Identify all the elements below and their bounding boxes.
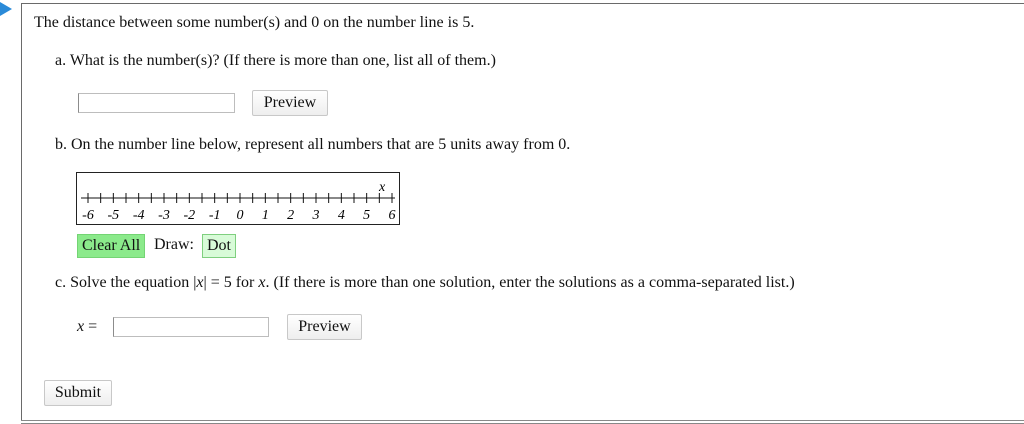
number-line-tick-label: 6 <box>388 208 396 223</box>
abs-close: | <box>203 274 207 291</box>
part-c-preview-button[interactable]: Preview <box>287 314 362 340</box>
part-c-label <box>55 274 795 292</box>
number-line-tick-label: 3 <box>312 208 320 223</box>
axis-variable-label: x <box>379 180 386 195</box>
x-equals-label <box>77 318 97 336</box>
x-var-label: x <box>77 318 85 335</box>
var-x-2: x <box>258 274 266 291</box>
draw-label: Draw: <box>154 236 194 253</box>
equals-sign: = <box>84 318 98 335</box>
abs-open: | <box>193 274 197 291</box>
number-line-tick-label: 2 <box>287 208 295 223</box>
number-line-tick-label: -1 <box>208 208 221 223</box>
number-line-tick-label: -4 <box>132 208 145 223</box>
part-c-suffix: . (If there is more than one solution, enter the solutions as a comma-separated list.) <box>265 274 795 291</box>
number-line-tick-label: 1 <box>261 208 269 223</box>
part-c-prefix: c. Solve the equation <box>55 274 194 291</box>
equals-five: = 5 for <box>206 274 259 291</box>
number-line-graph[interactable] <box>76 172 400 225</box>
part-b-label: b. On the number line below, represent all numbers that are 5 units away from 0. <box>55 136 571 153</box>
part-a-preview-button[interactable]: Preview <box>252 90 328 116</box>
number-line-tick-label: 5 <box>363 208 371 223</box>
number-line-tick-label: -2 <box>183 208 196 223</box>
number-line-tick-label: -6 <box>82 208 94 223</box>
part-a-label: a. What is the number(s)? (If there is more than one, list all of them.) <box>55 52 496 69</box>
dot-tool-button[interactable]: Dot <box>202 234 236 258</box>
part-c-answer-input[interactable] <box>113 317 269 337</box>
number-line-tick-label: -3 <box>158 208 170 223</box>
bottom-divider <box>21 420 1024 424</box>
var-x: x <box>196 274 204 291</box>
play-icon[interactable] <box>0 2 12 16</box>
clear-all-button[interactable]: Clear All <box>77 234 145 258</box>
question-prompt: The distance between some number(s) and 0 on the number line is 5. <box>34 14 475 31</box>
submit-button[interactable]: Submit <box>44 380 112 406</box>
number-line-tick-label: 0 <box>236 208 244 223</box>
number-line-svg[interactable] <box>77 173 399 224</box>
part-a-answer-input[interactable] <box>78 93 235 113</box>
number-line-tick-label: -5 <box>107 208 120 223</box>
number-line-tick-label: 4 <box>337 208 345 223</box>
